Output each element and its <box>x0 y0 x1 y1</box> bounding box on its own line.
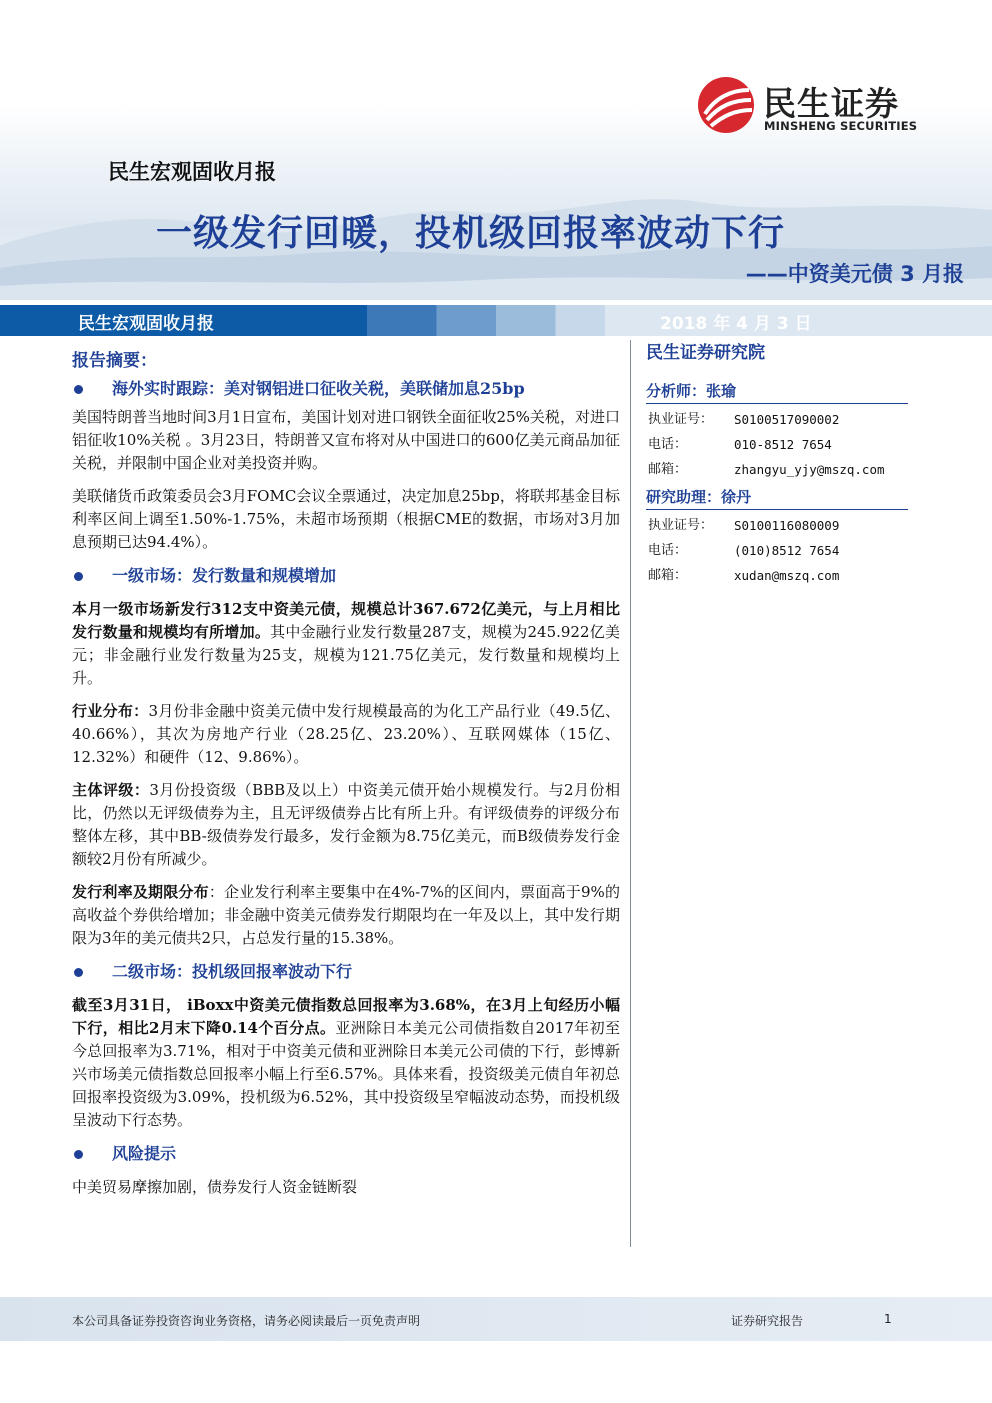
info-key: 邮箱： <box>648 462 688 477</box>
info-value: 010-8512 7654 <box>734 437 832 452</box>
paragraph-text: 其中金融行业发行数量287支，规模为245.922亿美元；非金融行业发行数量为25支，规模为121.75亿美元，发行数量和规模均上升。 <box>72 623 620 687</box>
paragraph <box>72 1176 620 1199</box>
summary-heading: 报告摘要： <box>72 351 157 371</box>
analyst-phone-row <box>646 432 908 457</box>
page-number: 1 <box>884 1312 892 1326</box>
report-series: 民生宏观固收月报 <box>108 159 276 184</box>
info-key: 执业证号： <box>648 412 714 427</box>
analyst-heading: 分析师：张瑜 <box>646 378 908 404</box>
section-heading <box>72 960 620 984</box>
assistant-email-link[interactable]: xudan@mszq.com <box>734 568 840 583</box>
info-value: (010)8512 7654 <box>734 543 840 558</box>
section-heading-text: 海外实时跟踪：美对钢铝进口征收关税，美联储加息25bp <box>112 379 525 398</box>
logo-name-en: MINSHENG SECURITIES <box>764 119 918 133</box>
paragraph <box>72 994 620 1132</box>
column-divider <box>630 340 631 1247</box>
section-heading <box>72 377 620 401</box>
footer-disclaimer: 本公司具备证券投资咨询业务资格，请务必阅读最后一页免责声明 <box>72 1314 421 1328</box>
paragraph-bold: 截至3月31日， iBoxx中资美元债指数总回报率为3.68%，在3月上旬经历小幅下行，相比2月末下降0.14个百分点。 <box>72 996 620 1037</box>
info-value: S0100116080009 <box>734 518 840 533</box>
assistant-phone-row <box>646 538 908 563</box>
info-value: S0100517090002 <box>734 412 840 427</box>
company-logo <box>697 76 927 136</box>
paragraph-bold: 主体评级： <box>72 781 150 799</box>
info-key: 电话： <box>648 437 688 452</box>
report-date: 2018 年 4 月 3 日 <box>660 314 812 334</box>
paragraph-bold: 本月一级市场新发行312支中资美元债，规模总计367.672亿美元，与上月相比发行数量和规模均有所增加。 <box>72 600 620 641</box>
assistant-email-row <box>646 563 908 588</box>
section-heading-text: 一级市场：发行数量和规模增加 <box>112 566 337 585</box>
paragraph-text: 美联储货币政策委员会3月FOMC会议全票通过，决定加息25bp，将联邦基金目标利率区间上调至1.50%-1.75%，未超市场预期（根据CME的数据，市场对3月加息预期已达94.4%）。 <box>72 487 620 551</box>
bullet-icon <box>74 1150 83 1159</box>
logo-name-cn: 民生证券 <box>763 84 899 123</box>
paragraph-bold: 行业分布： <box>72 702 149 720</box>
paragraph-text: ：企业发行利率主要集中在4%-7%的区间内，票面高于9%的高收益个券供给增加；非金融中资美元债券发行期限均在一年及以上，其中发行期限为3年的美元债共2只，占总发行量的15.38%。 <box>72 883 620 947</box>
paragraph <box>72 485 620 554</box>
paragraph <box>72 700 620 769</box>
footer-label: 证券研究报告 <box>731 1314 804 1328</box>
section-heading-text: 二级市场：投机级回报率波动下行 <box>112 962 353 981</box>
report-subtitle: ——中资美元债 3 月报 <box>745 262 964 286</box>
info-key: 邮箱： <box>648 568 688 583</box>
bullet-icon <box>74 968 83 977</box>
bullet-icon <box>74 572 83 581</box>
paragraph-text: 3月份投资级（BBB及以上）中资美元债开始小规模发行。与2月份相比，仍然以无评级债券为主，且无评级债券占比有所上升。有评级债券的评级分布整体左移，其中BB-级债券发行最多，发行金额为8.75亿美元，而B级债券发行金额较2月份有所减少。 <box>72 781 620 868</box>
analyst-email-link[interactable]: zhangyu_yjy@mszq.com <box>734 462 885 477</box>
paragraph-text: 亚洲除日本美元公司债指数自2017年初至今总回报率为3.71%，相对于中资美元债和亚洲除日本美元公司债的下行，彭博新兴市场美元债指数总回报率小幅上行至6.57%。具体来看，投资级美元债自年初总回报率投资级为3.09%，投机级为6.52%，其中投资级呈窄幅波动态势，而投机级呈波动下行态势。 <box>72 1019 620 1129</box>
section-heading <box>72 1142 620 1166</box>
analyst-email-row <box>646 457 908 482</box>
paragraph <box>72 779 620 871</box>
info-key: 执业证号： <box>648 518 714 533</box>
paragraph-text: 中美贸易摩擦加剧，债券发行人资金链断裂 <box>72 1178 358 1196</box>
page-footer <box>0 1297 992 1341</box>
bullet-icon <box>74 385 83 394</box>
analyst-license-row <box>646 407 908 432</box>
paragraph-text: 美国特朗普当地时间3月1日宣布，美国计划对进口钢铁全面征收25%关税，对进口铝征收10%关税 。3月23日，特朗普又宣布将对从中国进口的600亿美元商品加征关税，并限制中国企业对美投资并购。 <box>72 408 620 472</box>
band-series-label: 民生宏观固收月报 <box>78 314 214 334</box>
title-band <box>0 305 992 336</box>
paragraph <box>72 881 620 950</box>
paragraph <box>72 598 620 690</box>
author-sidebar <box>646 340 908 588</box>
summary-column <box>72 346 620 1199</box>
minsheng-logo-icon <box>697 76 755 134</box>
institute-name: 民生证券研究院 <box>646 343 765 363</box>
assistant-license-row <box>646 513 908 538</box>
report-title: 一级发行回暖，投机级回报率波动下行 <box>156 213 786 254</box>
section-heading-text: 风险提示 <box>112 1144 177 1163</box>
paragraph-text: 3月份非金融中资美元债中发行规模最高的为化工产品行业（49.5亿、40.66%），其次为房地产行业（28.25亿、23.20%）、互联网媒体（15亿、12.32%）和硬件（12、9.86%）。 <box>72 702 620 766</box>
section-heading <box>72 564 620 588</box>
paragraph <box>72 406 620 475</box>
assistant-heading: 研究助理：徐丹 <box>646 484 908 510</box>
info-key: 电话： <box>648 543 688 558</box>
paragraph-bold: 发行利率及期限分布 <box>72 883 209 901</box>
